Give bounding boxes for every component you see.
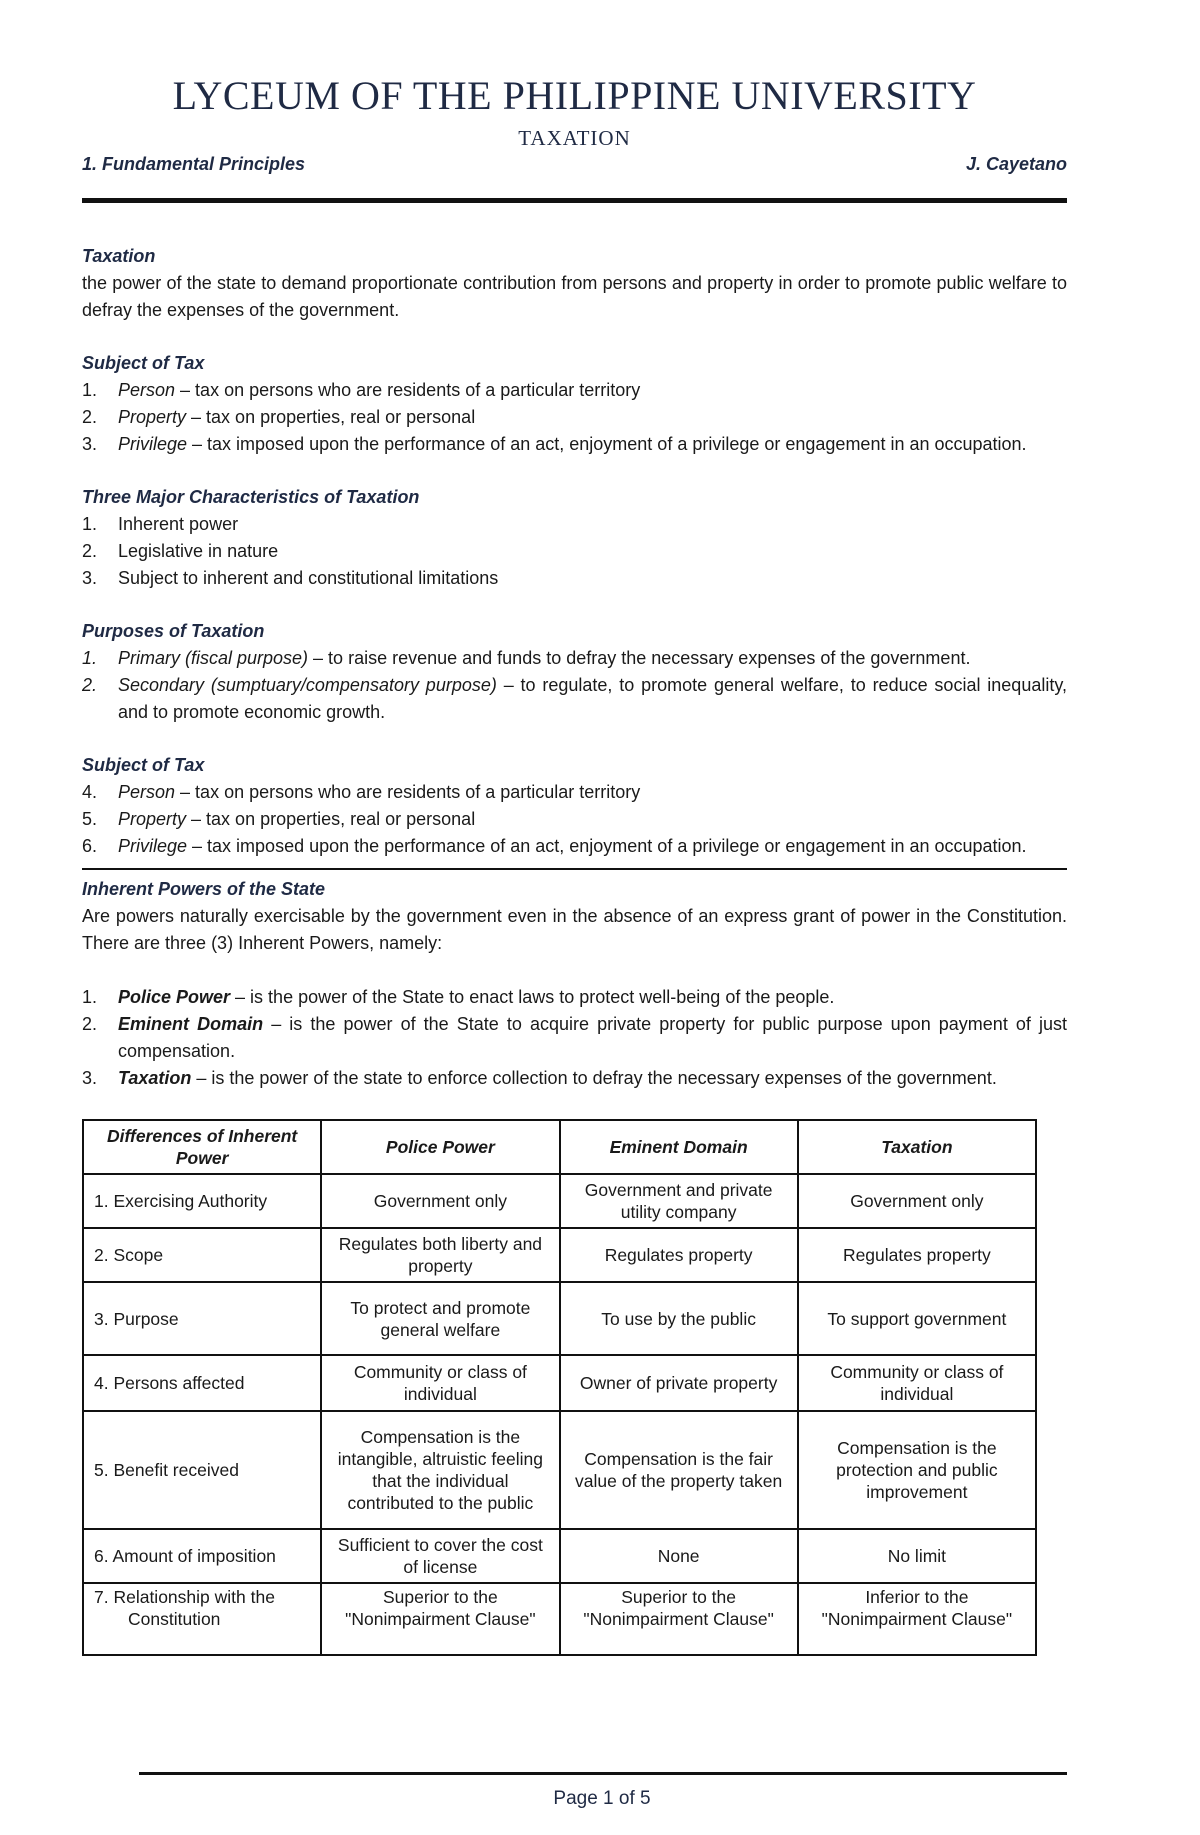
section-heading: Purposes of Taxation <box>82 621 265 641</box>
taxation-cell: Compensation is the protection and public improvement <box>798 1411 1036 1529</box>
list-item: 5. Property – tax on properties, real or personal <box>82 809 476 829</box>
university-title: LYCEUM OF THE PHILIPPINE UNIVERSITY <box>172 73 977 118</box>
header-divider <box>82 198 1067 203</box>
taxation-cell: Government only <box>798 1174 1036 1228</box>
eminent-cell: Regulates property <box>560 1228 798 1282</box>
section-taxation <box>82 243 1067 324</box>
column-header: Eminent Domain <box>560 1120 798 1174</box>
row-label <box>83 1583 321 1655</box>
section-heading: Subject of Tax <box>82 353 205 373</box>
page-number: Page 1 of 5 <box>553 1788 651 1809</box>
section-heading: Three Major Characteristics of Taxation <box>82 487 420 507</box>
row-label: 6. Amount of imposition <box>83 1529 321 1583</box>
eminent-cell: Superior to the "Nonimpairment Clause" <box>560 1583 798 1655</box>
police-cell: Community or class of individual <box>321 1355 559 1411</box>
column-header: Differences of Inherent Power <box>83 1120 321 1174</box>
list-item: 3. Taxation – is the power of the state to enforce collection to defray the necessary expenses of the government. <box>82 1068 997 1088</box>
table-header-row <box>83 1120 1036 1174</box>
police-cell: Compensation is the intangible, altruistic feeling that the individual contributed to the public <box>321 1411 559 1529</box>
definition-text: the power of the state to demand proportionate contribution from persons and property in order to promote public welfare to defray the expenses of the government. <box>82 273 1067 320</box>
eminent-cell: Government and private utility company <box>560 1174 798 1228</box>
taxation-cell: No limit <box>798 1529 1036 1583</box>
eminent-cell: Compensation is the fair value of the property taken <box>560 1411 798 1529</box>
column-header: Police Power <box>321 1120 559 1174</box>
list-item: 1. Police Power – is the power of the State to enact laws to protect well-being of the people. <box>82 987 835 1007</box>
table-row <box>83 1529 1036 1583</box>
row-label: 5. Benefit received <box>83 1411 321 1529</box>
list-item: 2. Property – tax on properties, real or personal <box>82 407 476 427</box>
subject-title: TAXATION <box>518 126 631 150</box>
table-row <box>83 1282 1036 1355</box>
list-item: 2. Legislative in nature <box>82 541 279 561</box>
list-item: 3. Subject to inherent and constitutional limitations <box>82 568 499 588</box>
list-item: 2. Secondary (sumptuary/compensatory purpose) – to regulate, to promote general welfare, to reduce social inequality, and to promote economic growth. <box>82 675 1068 722</box>
topic-label: 1. Fundamental Principles <box>82 154 306 174</box>
list-item: 1. Person – tax on persons who are residents of a particular territory <box>82 380 641 400</box>
section-heading: Taxation <box>82 246 156 266</box>
police-cell: Sufficient to cover the cost of license <box>321 1529 559 1583</box>
list-item: 1. Inherent power <box>82 514 239 534</box>
differences-table <box>82 1119 1037 1656</box>
section-purposes <box>82 618 1067 726</box>
row-label: 2. Scope <box>83 1228 321 1282</box>
row-label-line: Constitution <box>128 1609 221 1629</box>
table-row <box>83 1583 1036 1655</box>
section-heading: Subject of Tax <box>82 755 205 775</box>
police-cell: Government only <box>321 1174 559 1228</box>
taxation-cell: Community or class of individual <box>798 1355 1036 1411</box>
section-characteristics <box>82 484 1067 592</box>
eminent-cell: None <box>560 1529 798 1583</box>
section-subject-of-tax <box>82 350 1067 458</box>
list-item: 4. Person – tax on persons who are residents of a particular territory <box>82 782 641 802</box>
taxation-cell: Regulates property <box>798 1228 1036 1282</box>
taxation-cell: Inferior to the "Nonimpairment Clause" <box>798 1583 1036 1655</box>
row-label: 4. Persons affected <box>83 1355 321 1411</box>
taxation-cell: To support government <box>798 1282 1036 1355</box>
table-row <box>83 1228 1036 1282</box>
section-subject-of-tax-2 <box>82 752 1067 860</box>
list-item: 2. Eminent Domain – is the power of the State to acquire private property for public purpose upon payment of just compensation. <box>82 1014 1068 1061</box>
police-cell: To protect and promote general welfare <box>321 1282 559 1355</box>
list-item: 1. Primary (fiscal purpose) – to raise revenue and funds to defray the necessary expenses of the government. <box>82 648 971 668</box>
column-header: Taxation <box>798 1120 1036 1174</box>
row-label: 3. Purpose <box>83 1282 321 1355</box>
section-heading: Inherent Powers of the State <box>82 879 326 899</box>
author-label: J. Cayetano <box>965 154 1067 174</box>
police-cell: Regulates both liberty and property <box>321 1228 559 1282</box>
table-row <box>83 1174 1036 1228</box>
table-row <box>83 1411 1036 1529</box>
eminent-cell: Owner of private property <box>560 1355 798 1411</box>
police-cell: Superior to the "Nonimpairment Clause" <box>321 1583 559 1655</box>
eminent-cell: To use by the public <box>560 1282 798 1355</box>
row-label: 1. Exercising Authority <box>83 1174 321 1228</box>
table-row <box>83 1355 1036 1411</box>
footer-divider <box>139 1772 1067 1775</box>
section-inherent-powers <box>82 876 1067 1092</box>
list-item: 6. Privilege – tax imposed upon the performance of an act, enjoyment of a privilege or engagement in an occupation. <box>82 836 1027 856</box>
section-divider <box>82 868 1067 870</box>
list-item: 3. Privilege – tax imposed upon the performance of an act, enjoyment of a privilege or engagement in an occupation. <box>82 434 1027 454</box>
row-label-line: 7. Relationship with the <box>94 1587 275 1607</box>
intro-text: Are powers naturally exercisable by the government even in the absence of an express grant of power in the Constitution. There are three (3) Inherent Powers, namely: <box>82 906 1067 953</box>
document-body <box>82 243 1067 1656</box>
